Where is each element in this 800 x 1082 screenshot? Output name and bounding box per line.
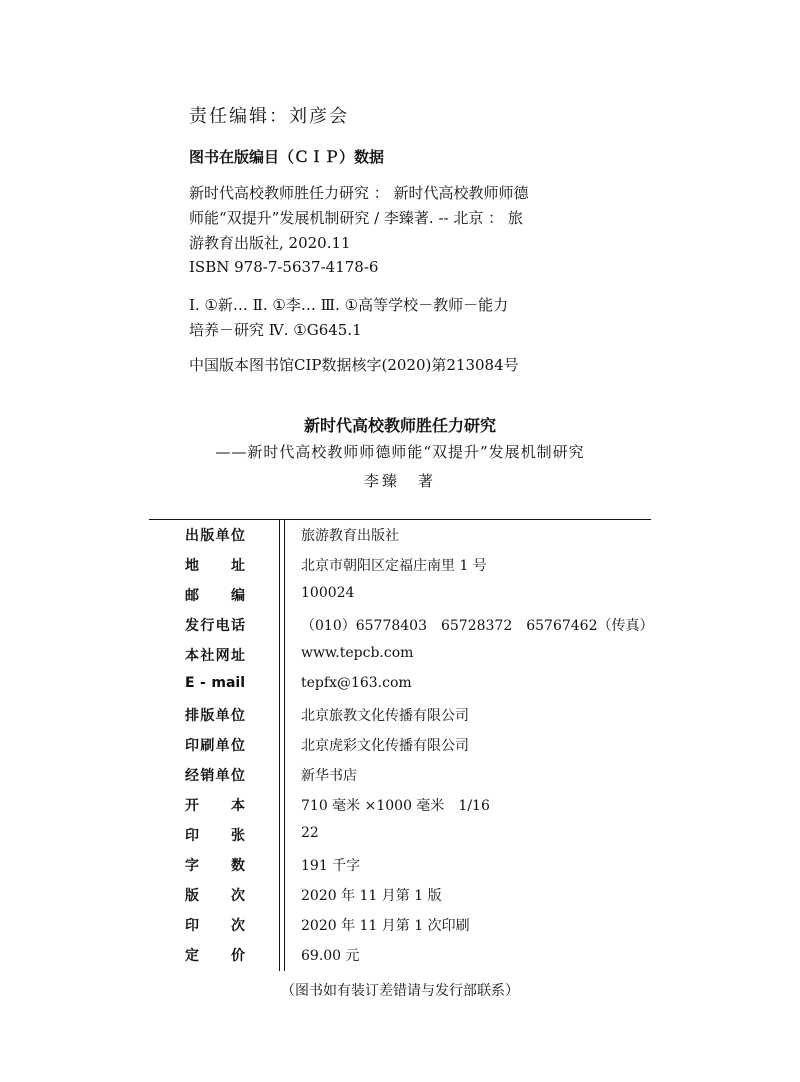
table-row <box>149 670 651 700</box>
row-value: 2020 年 11 月第 1 版 <box>301 888 442 904</box>
book-subtitle: ——新时代高校教师师德师能“双提升”发展机制研究 <box>215 443 585 461</box>
row-label: 出版单位 <box>185 528 245 544</box>
table-row <box>149 580 651 610</box>
row-label: 印次 <box>185 918 245 934</box>
row-value: 北京市朝阳区定福庄南里 1 号 <box>301 558 487 574</box>
row-value: www.tepcb.com <box>301 645 414 661</box>
row-value: 710 毫米 ×1000 毫米 1/16 <box>301 798 490 814</box>
row-value: 22 <box>301 825 319 841</box>
cip-line: 新时代高校教师胜任力研究 ： 新时代高校教师师德 <box>189 184 529 202</box>
row-label: 定价 <box>185 948 245 964</box>
table-row <box>149 880 651 910</box>
book-author: 李臻 著 <box>363 472 436 490</box>
row-label: 开本 <box>185 798 245 814</box>
row-value: （010）65778403 65728372 65767462（传真） <box>301 618 654 634</box>
binding-error-note: （图书如有装订差错请与发行部联系） <box>281 983 519 999</box>
table-row <box>149 610 654 640</box>
table-row <box>149 790 651 820</box>
responsible-editor: 责任编辑：刘彦会 <box>189 106 349 127</box>
row-value: 旅游教育出版社 <box>301 528 399 544</box>
row-value: 北京旅教文化传播有限公司 <box>301 708 469 724</box>
table-row <box>149 730 651 760</box>
table-row <box>149 520 651 550</box>
row-label: 印张 <box>185 828 245 844</box>
row-label: 地址 <box>185 558 245 574</box>
cip-line: 培养－研究 Ⅳ. ①G645.1 <box>189 321 362 339</box>
row-label: 字数 <box>185 858 245 874</box>
row-label: 本社网址 <box>185 648 245 664</box>
table-row <box>149 820 651 850</box>
book-title: 新时代高校教师胜任力研究 <box>303 416 496 435</box>
row-label: 发行电话 <box>185 618 245 634</box>
row-label: 邮编 <box>185 588 245 604</box>
row-label: 排版单位 <box>185 708 245 724</box>
table-row <box>149 550 651 580</box>
row-label: 印刷单位 <box>185 738 245 754</box>
row-label: E - mail <box>185 675 245 691</box>
row-value: 191 千字 <box>301 858 361 874</box>
cip-record-number: 中国版本图书馆CIP数据核字(2020)第213084号 <box>189 356 519 374</box>
table-row <box>149 850 651 880</box>
cip-line: 游教育出版社, 2020.11 <box>189 234 351 252</box>
table-row <box>149 640 651 670</box>
row-value: 69.00 元 <box>301 948 360 964</box>
table-row <box>149 940 651 970</box>
row-value: 100024 <box>301 585 355 601</box>
row-label: 版次 <box>185 888 245 904</box>
cip-line: Ⅰ. ①新… Ⅱ. ①李… Ⅲ. ①高等学校－教师－能力 <box>189 296 509 314</box>
row-value: 新华书店 <box>301 768 357 784</box>
row-value: tepfx@163.com <box>301 675 412 691</box>
row-value: 北京虎彩文化传播有限公司 <box>301 738 469 754</box>
cip-line: 师能“双提升”发展机制研究 / 李臻著. -- 北京 ： 旅 <box>189 209 523 227</box>
cip-isbn: ISBN 978-7-5637-4178-6 <box>189 258 379 276</box>
row-value: 2020 年 11 月第 1 次印刷 <box>301 918 470 934</box>
table-row <box>149 700 651 730</box>
row-label: 经销单位 <box>185 768 245 784</box>
cip-title: 图书在版编目（ＣＩＰ）数据 <box>189 148 385 166</box>
table-row <box>149 910 651 940</box>
table-row <box>149 760 651 790</box>
